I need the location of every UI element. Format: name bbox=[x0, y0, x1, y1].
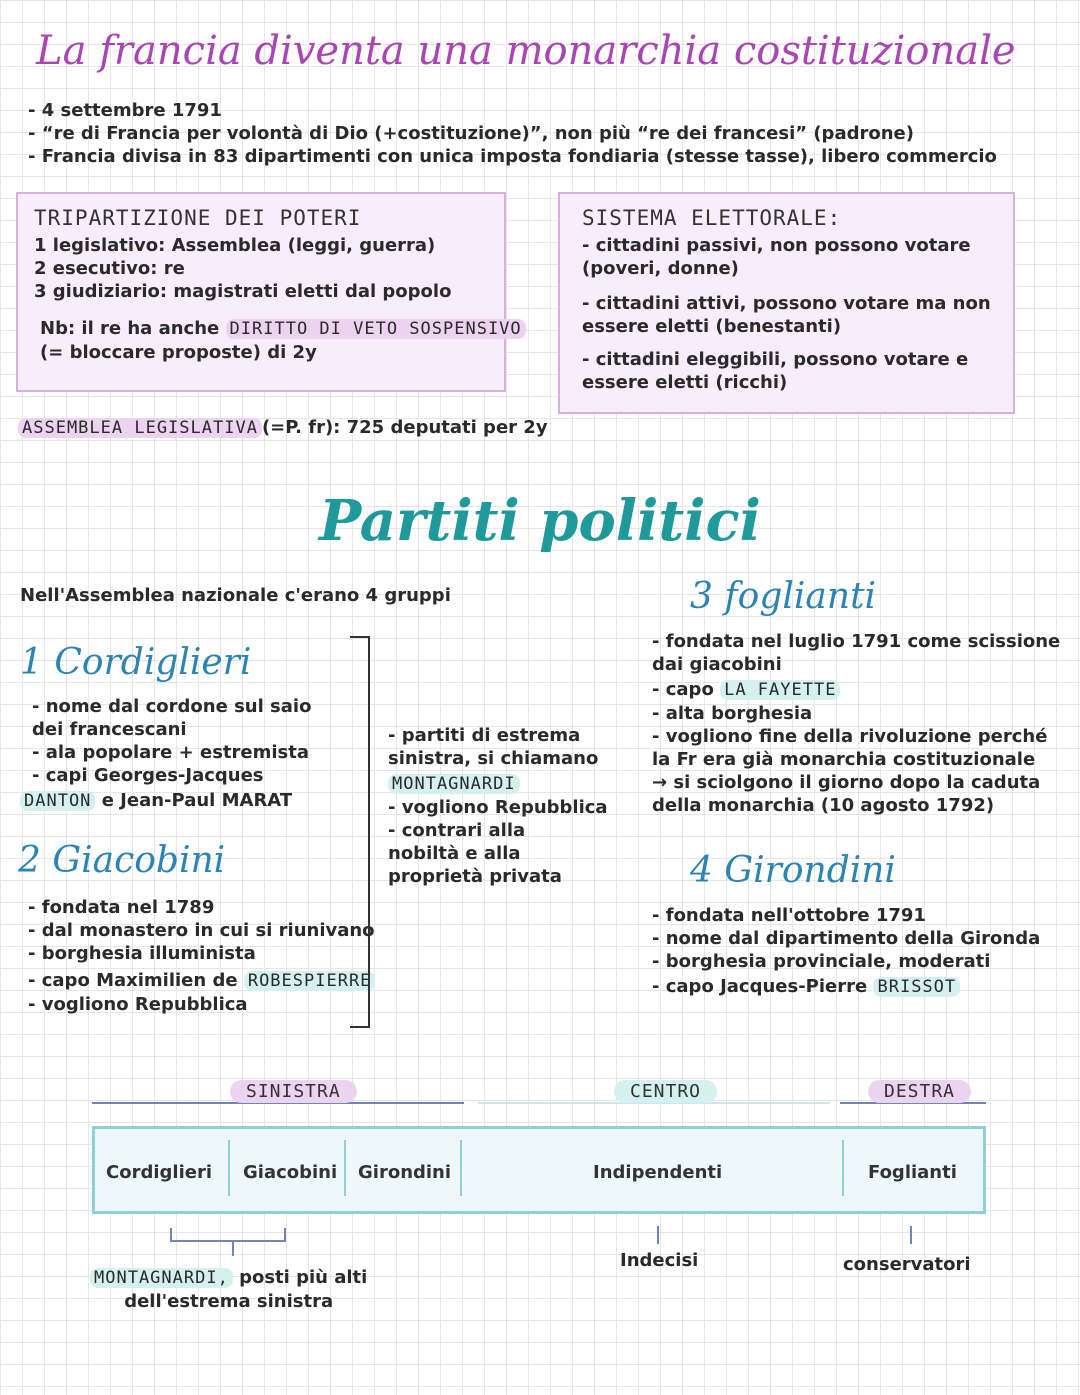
girondini-heading: 4 Girondini bbox=[690, 850, 896, 891]
sinistra-label: SINISTRA bbox=[230, 1080, 357, 1103]
danton-highlight: DANTON bbox=[20, 791, 95, 811]
cell-cordiglieri: Cordiglieri bbox=[106, 1162, 212, 1183]
foglianti-capo-prefix: - capo bbox=[652, 679, 721, 700]
cordiglieri-line4: - capi Georges-Jacques bbox=[32, 765, 264, 786]
parliament-table bbox=[92, 1126, 986, 1214]
poteri-line-1: 1 legislativo: Assemblea (leggi, guerra) bbox=[34, 235, 436, 256]
sep-2 bbox=[344, 1140, 346, 1196]
brissot-highlight: BRISSOT bbox=[873, 977, 960, 997]
montagnardi-caption-highlight: MONTAGNARDI, bbox=[90, 1268, 233, 1288]
poteri-note-line2: (= bloccare proposte) di 2y bbox=[40, 342, 317, 363]
lafayette-highlight: LA FAYETTE bbox=[720, 680, 840, 700]
foglianti-line5: - vogliono fine della rivoluzione perché bbox=[652, 726, 1048, 747]
montagnardi-note bbox=[388, 724, 608, 888]
montagnardi-highlight: MONTAGNARDI bbox=[388, 774, 520, 794]
page-title: La francia diventa una monarchia costituzionale bbox=[36, 28, 1016, 74]
giacobini-line3: - borghesia illuminista bbox=[28, 943, 256, 964]
sep-3 bbox=[460, 1140, 462, 1196]
bullet-dipartimenti: - Francia divisa in 83 dipartimenti con unica imposta fondiaria (stesse tasse), libero commercio bbox=[28, 146, 997, 167]
montagnardi-stem bbox=[232, 1242, 234, 1256]
giacobini-capo-prefix: - capo Maximilien de bbox=[28, 970, 244, 991]
mont-line2: sinistra, si chiamano bbox=[388, 748, 599, 769]
giacobini-capo bbox=[28, 969, 375, 993]
girondini-text bbox=[652, 904, 1040, 999]
elettorale-eleggibili bbox=[582, 348, 991, 394]
conservatori-label: conservatori bbox=[843, 1254, 971, 1275]
cordiglieri-text bbox=[24, 695, 312, 813]
attivi-line1: - cittadini attivi, possono votare ma non bbox=[582, 293, 991, 314]
elettorale-passivi bbox=[582, 234, 991, 280]
foglianti-line6: la Fr era già monarchia costituzionale bbox=[652, 749, 1036, 770]
montagnardi-caption-rest: posti più alti bbox=[232, 1267, 368, 1288]
cordiglieri-line3: - ala popolare + estremista bbox=[32, 742, 309, 763]
bracket-line bbox=[350, 636, 370, 1028]
attivi-line2: essere eletti (benestanti) bbox=[582, 316, 842, 337]
montagnardi-caption bbox=[90, 1266, 367, 1313]
marat-text: e Jean-Paul MARAT bbox=[95, 790, 293, 811]
montagnardi-bracket bbox=[170, 1228, 286, 1242]
robespierre-highlight: ROBESPIERRE bbox=[244, 971, 376, 991]
elettorale-content bbox=[582, 206, 991, 394]
cordiglieri-line2: dei francescani bbox=[32, 719, 187, 740]
sep-4 bbox=[842, 1140, 844, 1196]
poteri-line-2: 2 esecutivo: re bbox=[34, 258, 185, 279]
section-title: Partiti politici bbox=[319, 488, 761, 554]
poteri-line-3: 3 giudiziario: magistrati eletti dal popolo bbox=[34, 281, 452, 302]
cell-foglianti: Foglianti bbox=[868, 1162, 957, 1183]
cell-indipendenti: Indipendenti bbox=[593, 1162, 723, 1183]
veto-highlight: DIRITTO DI VETO SOSPENSIVO bbox=[226, 319, 526, 339]
girondini-line2: - nome dal dipartimento della Gironda bbox=[652, 928, 1041, 949]
assemblea-highlight: ASSEMBLEA LEGISLATIVA bbox=[18, 418, 262, 438]
cell-girondini: Girondini bbox=[358, 1162, 452, 1183]
poteri-note bbox=[34, 317, 526, 341]
mont-line4: - contrari alla bbox=[388, 820, 526, 841]
bullet-re: - “re di Francia per volontà di Dio (+costituzione)”, non più “re dei francesi” (padrone) bbox=[28, 123, 914, 144]
cordiglieri-heading: 1 Cordiglieri bbox=[20, 642, 252, 683]
cell-giacobini: Giacobini bbox=[243, 1162, 338, 1183]
passivi-line2: (poveri, donne) bbox=[582, 258, 739, 279]
indecisi-label: Indecisi bbox=[620, 1250, 699, 1271]
sep-1 bbox=[228, 1140, 230, 1196]
giacobini-heading: 2 Giacobini bbox=[18, 840, 226, 881]
foglianti-line4: - alta borghesia bbox=[652, 703, 813, 724]
foglianti-line8: della monarchia (10 agosto 1792) bbox=[652, 795, 995, 816]
eleggibili-line1: - cittadini eleggibili, possono votare e bbox=[582, 349, 969, 370]
note-prefix: Nb: il re ha anche bbox=[40, 318, 220, 339]
foglianti-heading: 3 foglianti bbox=[690, 576, 877, 617]
giacobini-text bbox=[28, 896, 375, 1016]
poteri-content bbox=[34, 206, 526, 364]
elettorale-attivi bbox=[582, 292, 991, 338]
partiti-intro: Nell'Assemblea nazionale c'erano 4 gruppi bbox=[20, 585, 451, 606]
foglianti-line2: dai giacobini bbox=[652, 654, 782, 675]
mont-line1: - partiti di estrema bbox=[388, 725, 581, 746]
intro-bullets bbox=[28, 99, 997, 168]
foglianti-line7: → si sciolgono il giorno dopo la caduta bbox=[652, 772, 1041, 793]
giacobini-line1: - fondata nel 1789 bbox=[28, 897, 215, 918]
indecisi-tick bbox=[657, 1226, 659, 1244]
montagnardi-caption-line2: dell'estrema sinistra bbox=[124, 1291, 334, 1312]
foglianti-text bbox=[652, 630, 1060, 817]
foglianti-line1: - fondata nel luglio 1791 come scissione bbox=[652, 631, 1061, 652]
assemblea-line bbox=[18, 416, 548, 440]
girondini-line3: - borghesia provinciale, moderati bbox=[652, 951, 991, 972]
girondini-capo-prefix: - capo Jacques-Pierre bbox=[652, 976, 874, 997]
bullet-date: - 4 settembre 1791 bbox=[28, 100, 222, 121]
mont-line6: proprietà privata bbox=[388, 866, 562, 887]
cordiglieri-line1: - nome dal cordone sul saio bbox=[32, 696, 312, 717]
girondini-line1: - fondata nell'ottobre 1791 bbox=[652, 905, 926, 926]
destra-label: DESTRA bbox=[868, 1080, 971, 1103]
eleggibili-line2: essere eletti (ricchi) bbox=[582, 372, 788, 393]
centro-label: CENTRO bbox=[614, 1080, 717, 1103]
poteri-title: TRIPARTIZIONE DEI POTERI bbox=[34, 206, 362, 230]
giacobini-line2: - dal monastero in cui si riunivano bbox=[28, 920, 375, 941]
mont-line3: - vogliono Repubblica bbox=[388, 797, 608, 818]
passivi-line1: - cittadini passivi, non possono votare bbox=[582, 235, 971, 256]
cordiglieri-capi bbox=[20, 789, 311, 813]
elettorale-title: SISTEMA ELETTORALE: bbox=[582, 206, 842, 230]
mont-line5: nobiltà e alla bbox=[388, 843, 521, 864]
giacobini-line5: - vogliono Repubblica bbox=[28, 994, 248, 1015]
assemblea-rest: (=P. fr): 725 deputati per 2y bbox=[261, 417, 548, 438]
conservatori-tick bbox=[910, 1226, 912, 1244]
